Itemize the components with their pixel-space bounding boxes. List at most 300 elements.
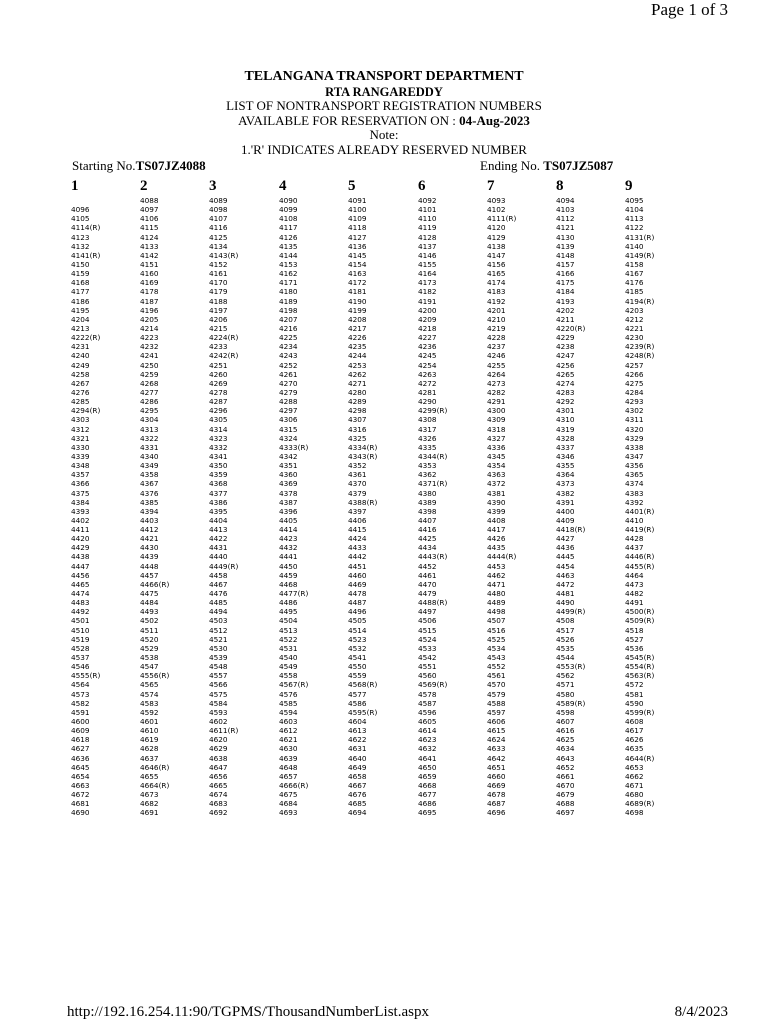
table-cell: 4235 [348,342,367,352]
table-cell: 4478 [348,589,367,599]
table-cell: 4429 [71,543,90,553]
table-cell: 4418(R) [556,525,586,535]
table-cell: 4603 [279,717,298,727]
table-cell: 4181 [348,287,367,297]
table-cell: 4303 [71,415,90,425]
table-cell: 4497 [418,607,437,617]
table-cell: 4234 [279,342,298,352]
table-cell: 4322 [140,433,159,443]
table-row [0,388,768,397]
table-cell: 4272 [418,378,437,388]
table-cell: 4674 [209,790,228,800]
table-cell: 4492 [71,607,90,617]
table-cell: 4112 [556,214,575,224]
table-cell: 4412 [140,525,159,535]
table-cell: 4385 [140,497,159,507]
table-cell: 4505 [348,616,367,626]
table-cell: 4347 [625,451,644,461]
table-cell: 4306 [279,415,298,425]
table-cell: 4299(R) [418,406,448,416]
table-cell: 4427 [556,534,575,544]
table-cell: 4091 [348,196,367,205]
table-cell: 4657 [279,771,298,781]
table-cell: 4452 [418,561,437,571]
table-cell: 4156 [487,259,506,269]
table-row [0,479,768,488]
table-cell: 4557 [209,671,228,681]
table-row [0,607,768,616]
table-cell: 4231 [71,342,90,352]
table-cell: 4110 [418,214,437,224]
table-cell: 4332 [209,442,228,452]
table-cell: 4698 [625,808,644,818]
table-cell: 4295 [140,406,159,416]
table-cell: 4223 [140,333,159,343]
table-cell: 4595(R) [348,707,378,717]
table-cell: 4597 [487,707,506,717]
table-cell: 4441 [279,552,298,562]
table-cell: 4662 [625,771,644,781]
table-cell: 4365 [625,470,644,480]
table-row [0,507,768,516]
footer-date: 8/4/2023 [674,1004,728,1020]
table-row [0,726,768,735]
table-cell: 4486 [279,598,298,608]
table-row [0,324,768,333]
table-cell: 4292 [556,397,575,407]
table-cell: 4263 [418,369,437,379]
table-cell: 4106 [140,214,159,224]
table-cell: 4400 [556,506,575,516]
table-cell: 4579 [487,689,506,699]
table-cell: 4243 [279,351,298,361]
table-cell: 4420 [71,534,90,544]
table-cell: 4547 [140,662,159,672]
page-number: Page 1 of 3 [651,0,728,19]
table-cell: 4687 [487,799,506,809]
table-cell: 4523 [348,634,367,644]
table-cell: 4517 [556,625,575,635]
table-cell: 4658 [348,771,367,781]
table-cell: 4477(R) [279,589,309,599]
note-text: 1.'R' INDICATES ALREADY RESERVED NUMBER [241,141,527,157]
table-cell: 4361 [348,470,367,480]
table-cell: 4367 [140,479,159,489]
table-cell: 4152 [209,259,228,269]
table-row [0,653,768,662]
table-cell: 4105 [71,214,90,224]
table-cell: 4559 [348,671,367,681]
table-cell: 4133 [140,241,159,251]
column-header: 9 [625,178,633,194]
table-cell: 4666(R) [279,781,309,790]
table-cell: 4695 [418,808,437,818]
table-cell: 4404 [209,515,228,525]
table-cell: 4363 [487,470,506,480]
table-cell: 4291 [487,397,506,407]
table-row [0,242,768,251]
table-cell: 4163 [348,269,367,279]
reservation-prefix: AVAILABLE FOR RESERVATION ON : [238,112,456,128]
table-cell: 4329 [625,433,644,443]
table-cell: 4203 [625,305,644,315]
table-cell: 4155 [418,259,437,269]
table-cell: 4183 [487,287,506,297]
table-cell: 4373 [556,479,575,489]
table-row [0,790,768,799]
table-cell: 4617 [625,726,644,736]
table-row [0,498,768,507]
table-cell: 4245 [418,351,437,361]
table-cell: 4613 [348,726,367,736]
table-cell: 4268 [140,378,159,388]
table-cell: 4652 [556,762,575,772]
table-cell: 4310 [556,415,575,425]
ending-number [480,158,613,174]
table-cell: 4140 [625,241,644,251]
table-cell: 4220(R) [556,323,586,333]
table-cell: 4191 [418,296,437,306]
table-cell: 4090 [279,196,298,205]
column-header: 3 [209,178,217,194]
table-cell: 4543 [487,653,506,663]
table-cell: 4584 [209,698,228,708]
table-cell: 4171 [279,278,298,288]
table-cell: 4519 [71,634,90,644]
table-cell: 4481 [556,589,575,599]
table-cell: 4136 [348,241,367,251]
table-cell: 4640 [348,753,367,763]
table-cell: 4437 [625,543,644,553]
table-cell: 4564 [71,680,90,690]
table-cell: 4250 [140,360,159,370]
table-row [0,214,768,223]
table-cell: 4470 [418,579,437,589]
table-cell: 4342 [279,451,298,461]
table-cell: 4244 [348,351,367,361]
table-cell: 4178 [140,287,159,297]
table-cell: 4338 [625,442,644,452]
table-cell: 4592 [140,707,159,717]
table-cell: 4407 [418,515,437,525]
table-cell: 4524 [418,634,437,644]
table-cell: 4464 [625,570,644,580]
table-row [0,735,768,744]
table-row [0,571,768,580]
table-cell: 4289 [348,397,367,407]
table-cell: 4340 [140,451,159,461]
table-cell: 4682 [140,799,159,809]
table-cell: 4660 [487,771,506,781]
table-cell: 4242(R) [209,351,239,361]
table-cell: 4370 [348,479,367,489]
table-row [0,251,768,260]
table-cell: 4323 [209,433,228,443]
table-cell: 4216 [279,323,298,333]
table-cell: 4327 [487,433,506,443]
table-cell: 4285 [71,397,90,407]
table-cell: 4465 [71,579,90,589]
table-cell: 4538 [140,653,159,663]
table-row [0,333,768,342]
table-cell: 4147 [487,250,506,260]
table-cell: 4375 [71,488,90,498]
table-cell: 4665 [209,781,228,790]
table-cell: 4126 [279,232,298,242]
column-header: 7 [487,178,495,194]
table-cell: 4114(R) [71,223,101,233]
table-cell: 4321 [71,433,90,443]
table-cell: 4532 [348,643,367,653]
table-cell: 4424 [348,534,367,544]
starting-number-value: TS07JZ4088 [135,158,206,173]
table-cell: 4677 [418,790,437,800]
table-cell: 4366 [71,479,90,489]
column-header: 6 [418,178,426,194]
table-cell: 4578 [418,689,437,699]
table-row [0,717,768,726]
table-cell: 4167 [625,269,644,279]
table-cell: 4581 [625,689,644,699]
table-cell: 4127 [348,232,367,242]
table-cell: 4551 [418,662,437,672]
table-cell: 4377 [209,488,228,498]
table-cell: 4606 [487,717,506,727]
table-cell: 4489 [487,598,506,608]
table-cell: 4198 [279,305,298,315]
table-cell: 4380 [418,488,437,498]
starting-number-label: Starting No. [72,158,136,173]
column-header: 1 [71,178,79,194]
table-cell: 4633 [487,744,506,754]
table-cell: 4575 [209,689,228,699]
table-cell: 4471 [487,579,506,589]
table-cell: 4143(R) [209,250,239,260]
table-cell: 4331 [140,442,159,452]
table-cell: 4561 [487,671,506,681]
table-cell: 4205 [140,314,159,324]
table-row [0,543,768,552]
table-cell: 4430 [140,543,159,553]
table-cell: 4454 [556,561,575,571]
table-cell: 4283 [556,387,575,397]
table-cell: 4460 [348,570,367,580]
table-cell: 4161 [209,269,228,279]
table-cell: 4290 [418,397,437,407]
table-cell: 4565 [140,680,159,690]
table-cell: 4447 [71,561,90,571]
table-cell: 4394 [140,506,159,516]
table-cell: 4269 [209,378,228,388]
table-cell: 4573 [71,689,90,699]
table-cell: 4325 [348,433,367,443]
table-cell: 4211 [556,314,575,324]
table-cell: 4541 [348,653,367,663]
table-cell: 4580 [556,689,575,699]
table-cell: 4246 [487,351,506,361]
table-cell: 4520 [140,634,159,644]
table-cell: 4445 [556,552,575,562]
table-cell: 4139 [556,241,575,251]
table-cell: 4398 [418,506,437,516]
table-cell: 4103 [556,205,575,215]
table-cell: 4500(R) [625,607,655,617]
table-cell: 4308 [418,415,437,425]
table-cell: 4568(R) [348,680,378,690]
table-cell: 4461 [418,570,437,580]
table-cell: 4416 [418,525,437,535]
table-cell: 4099 [279,205,298,215]
table-cell: 4616 [556,726,575,736]
table-cell: 4593 [209,707,228,717]
table-cell: 4667 [348,781,367,790]
table-row [0,461,768,470]
table-cell: 4440 [209,552,228,562]
table-cell: 4339 [71,451,90,461]
table-cell: 4334(R) [348,442,378,452]
table-cell: 4282 [487,387,506,397]
table-cell: 4387 [279,497,298,507]
table-cell: 4225 [279,333,298,343]
table-cell: 4623 [418,735,437,745]
table-cell: 4406 [348,515,367,525]
table-cell: 4193 [556,296,575,306]
table-cell: 4417 [487,525,506,535]
table-cell: 4498 [487,607,506,617]
table-cell: 4109 [348,214,367,224]
table-row [0,415,768,424]
table-cell: 4195 [71,305,90,315]
table-cell: 4266 [625,369,644,379]
table-cell: 4093 [487,196,506,205]
table-row [0,626,768,635]
table-row [0,589,768,598]
table-cell: 4635 [625,744,644,754]
table-cell: 4546 [71,662,90,672]
table-cell: 4233 [209,342,228,352]
table-cell: 4326 [418,433,437,443]
table-cell: 4159 [71,269,90,279]
table-cell: 4132 [71,241,90,251]
table-cell: 4134 [209,241,228,251]
table-cell: 4594 [279,707,298,717]
table-cell: 4490 [556,598,575,608]
table-cell: 4202 [556,305,575,315]
table-cell: 4313 [140,424,159,434]
table-cell: 4549 [279,662,298,672]
table-cell: 4158 [625,259,644,269]
table-cell: 4536 [625,643,644,653]
table-cell: 4639 [279,753,298,763]
table-cell: 4319 [556,424,575,434]
table-cell: 4196 [140,305,159,315]
table-cell: 4206 [209,314,228,324]
table-cell: 4678 [487,790,506,800]
table-cell: 4258 [71,369,90,379]
table-cell: 4240 [71,351,90,361]
table-cell: 4514 [348,625,367,635]
table-row [0,616,768,625]
table-cell: 4540 [279,653,298,663]
table-cell: 4257 [625,360,644,370]
table-cell: 4555(R) [71,671,101,681]
table-cell: 4403 [140,515,159,525]
table-cell: 4624 [487,735,506,745]
table-cell: 4397 [348,506,367,516]
table-cell: 4141(R) [71,250,101,260]
table-cell: 4217 [348,323,367,333]
table-cell: 4476 [209,589,228,599]
table-cell: 4431 [209,543,228,553]
table-cell: 4165 [487,269,506,279]
table-cell: 4676 [348,790,367,800]
table-cell: 4187 [140,296,159,306]
table-cell: 4360 [279,470,298,480]
table-cell: 4533 [418,643,437,653]
table-cell: 4267 [71,378,90,388]
table-cell: 4192 [487,296,506,306]
table-cell: 4154 [348,259,367,269]
table-cell: 4664(R) [140,781,170,790]
table-cell: 4522 [279,634,298,644]
table-cell: 4574 [140,689,159,699]
table-cell: 4426 [487,534,506,544]
table-cell: 4186 [71,296,90,306]
table-row [0,799,768,808]
table-cell: 4631 [348,744,367,754]
table-cell: 4393 [71,506,90,516]
table-cell: 4088 [140,196,159,205]
table-cell: 4618 [71,735,90,745]
table-cell: 4485 [209,598,228,608]
table-cell: 4315 [279,424,298,434]
table-cell: 4556(R) [140,671,170,681]
table-cell: 4122 [625,223,644,233]
table-cell: 4508 [556,616,575,626]
table-cell: 4472 [556,579,575,589]
table-cell: 4554(R) [625,662,655,672]
table-row [0,287,768,296]
table-cell: 4534 [487,643,506,653]
table-cell: 4124 [140,232,159,242]
table-cell: 4693 [279,808,298,818]
ending-number-value: TS07JZ5087 [543,158,614,173]
table-cell: 4118 [348,223,367,233]
table-cell: 4691 [140,808,159,818]
table-cell: 4177 [71,287,90,297]
table-cell: 4518 [625,625,644,635]
table-cell: 4570 [487,680,506,690]
table-cell: 4473 [625,579,644,589]
table-cell: 4628 [140,744,159,754]
table-cell: 4675 [279,790,298,800]
table-cell: 4692 [209,808,228,818]
table-cell: 4599(R) [625,707,655,717]
table-cell: 4456 [71,570,90,580]
table-cell: 4641 [418,753,437,763]
table-cell: 4188 [209,296,228,306]
table-cell: 4348 [71,461,90,471]
table-cell: 4668 [418,781,437,790]
table-cell: 4483 [71,598,90,608]
table-cell: 4515 [418,625,437,635]
starting-number [72,158,206,174]
table-cell: 4281 [418,387,437,397]
table-cell: 4475 [140,589,159,599]
table-cell: 4096 [71,205,90,215]
table-cell: 4237 [487,342,506,352]
table-cell: 4164 [418,269,437,279]
